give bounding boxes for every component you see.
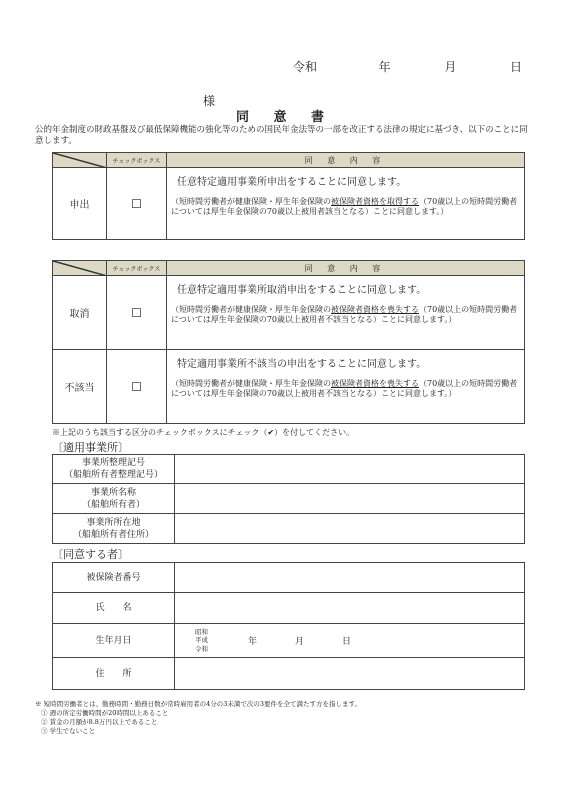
label-line1: 事業所名称 xyxy=(90,487,136,498)
sub-pre: （短時間労働者が健康保険・厚生年金保険の xyxy=(171,379,331,388)
table-row xyxy=(53,276,525,350)
date-era: 令和 xyxy=(292,60,317,74)
not-applicable-checkbox[interactable]: ☐ xyxy=(107,350,167,424)
row-sub-text xyxy=(171,197,522,217)
consent-table-apply xyxy=(52,152,525,240)
row-main-text: 任意特定適用事業所申出をすることに同意します。 xyxy=(177,177,407,188)
insured-number-label: 被保険者番号 xyxy=(53,563,175,593)
row-label: 不該当 xyxy=(53,350,107,424)
birthdate-label: 生年月日 xyxy=(53,624,175,658)
row-sub-text xyxy=(171,379,522,399)
intro-text: 公的年金制度の財政基盤及び最低保障機能の強化等のための国民年金法等の一部を改正する法律の規定に基づき、以下のことに同意します。 xyxy=(35,125,528,146)
office-name-field[interactable] xyxy=(175,484,525,514)
birth-month: 月 xyxy=(295,637,305,647)
row-content xyxy=(167,276,525,350)
office-name-label xyxy=(53,484,175,514)
label-line2: （船舶所有者整理記号） xyxy=(63,470,163,480)
addressee-suffix: 様 xyxy=(203,94,216,108)
era-showa[interactable]: 昭和 xyxy=(195,627,208,636)
sub-pre: （短時間労働者が健康保険・厚生年金保険の xyxy=(171,305,331,314)
label-line2: （船舶所有者住所） xyxy=(72,529,154,540)
row-main-text: 任意特定適用事業所取消申出をすることに同意します。 xyxy=(177,285,427,296)
office-address-label xyxy=(53,514,175,544)
office-address-field[interactable] xyxy=(175,514,525,544)
era-options xyxy=(195,628,208,654)
address-field[interactable] xyxy=(175,658,525,690)
birthdate-field[interactable] xyxy=(175,624,525,658)
era-heisei[interactable]: 平成 xyxy=(195,636,208,645)
check-note: ※上記のうち該当する区分のチェックボックスにチェック（✔）を付してください。 xyxy=(52,428,355,437)
date-line xyxy=(293,58,522,75)
cancel-checkbox[interactable]: ☐ xyxy=(107,276,167,350)
insured-number-field[interactable] xyxy=(175,563,525,593)
table-row xyxy=(53,168,525,240)
row-sub-text xyxy=(171,305,522,325)
label-line1: 事業所所在地 xyxy=(86,517,141,528)
sub-post: （70歳以上の短時間労働者については厚生年金保険の70歳以上被用者不該当となる）ことに同意します。） xyxy=(171,379,518,398)
document-title: 同 意 書 xyxy=(235,110,335,125)
header-checkbox: チェックボックス xyxy=(107,261,167,276)
table-row xyxy=(53,624,525,658)
label-line2: （船舶所有者） xyxy=(81,499,145,510)
apply-checkbox[interactable]: ☐ xyxy=(107,168,167,240)
label-line1: 事業所整理記号 xyxy=(81,458,145,468)
row-main-text: 特定適用事業所不該当の申出をすることに同意します。 xyxy=(177,359,427,370)
header-content: 同 意 内 容 xyxy=(167,153,525,168)
office-code-field[interactable] xyxy=(175,455,525,484)
sub-post: （70歳以上の短時間労働者については厚生年金保険の70歳以上被用者該当となる）ことに同意します。） xyxy=(171,197,518,216)
office-code-label xyxy=(53,455,175,484)
sub-underlined: 被保険者資格を取得する xyxy=(331,197,419,206)
era-reiwa[interactable]: 令和 xyxy=(195,644,208,653)
table-row xyxy=(53,593,525,624)
table-row xyxy=(53,350,525,424)
footnote-item: ① 週の所定労働時間が20時間以上あること xyxy=(41,709,169,717)
consenter-section-title: 〔同意する者〕 xyxy=(52,548,129,561)
consenter-table xyxy=(52,562,525,690)
date-year: 年 xyxy=(378,60,391,74)
table-row xyxy=(53,514,525,544)
table-row xyxy=(53,658,525,690)
row-content xyxy=(167,350,525,424)
consent-table-cancel xyxy=(52,260,525,424)
diagonal-line xyxy=(53,261,107,276)
employer-table xyxy=(52,454,525,544)
row-label: 申出 xyxy=(53,168,107,240)
row-content xyxy=(167,168,525,240)
address-label: 住 所 xyxy=(53,658,175,690)
footnote-item: ② 賃金の月額が8.8万円以上であること xyxy=(41,718,158,726)
header-checkbox: チェックボックス xyxy=(107,153,167,168)
sub-post: （70歳以上の短時間労働者については厚生年金保険の70歳以上被用者不該当となる）ことに同意します。） xyxy=(171,305,518,324)
birth-year: 年 xyxy=(248,637,258,647)
diagonal-line xyxy=(53,153,107,168)
date-day: 日 xyxy=(509,60,522,74)
footnote-heading: ※ 短時間労働者とは、勤務時間・勤務日数が常時雇用者の4分の3未満で次の3要件を全て満たす方を指します。 xyxy=(35,700,361,708)
footnote-item: ③ 学生でないこと xyxy=(41,727,96,735)
sub-underlined: 被保険者資格を喪失する xyxy=(331,379,419,388)
birth-day: 日 xyxy=(342,637,352,647)
name-label: 氏 名 xyxy=(53,593,175,624)
sub-underlined: 被保険者資格を喪失する xyxy=(331,305,419,314)
row-label: 取消 xyxy=(53,276,107,350)
date-month: 月 xyxy=(444,60,457,74)
table-row xyxy=(53,455,525,484)
footnote xyxy=(35,700,361,736)
table-row xyxy=(53,563,525,593)
name-field[interactable] xyxy=(175,593,525,624)
employer-section-title: 〔適用事業所〕 xyxy=(52,441,129,454)
table-row xyxy=(53,484,525,514)
header-diagonal-cell xyxy=(53,261,107,276)
sub-pre: （短時間労働者が健康保険・厚生年金保険の xyxy=(171,197,331,206)
header-diagonal-cell xyxy=(53,153,107,168)
header-content: 同 意 内 容 xyxy=(167,261,525,276)
